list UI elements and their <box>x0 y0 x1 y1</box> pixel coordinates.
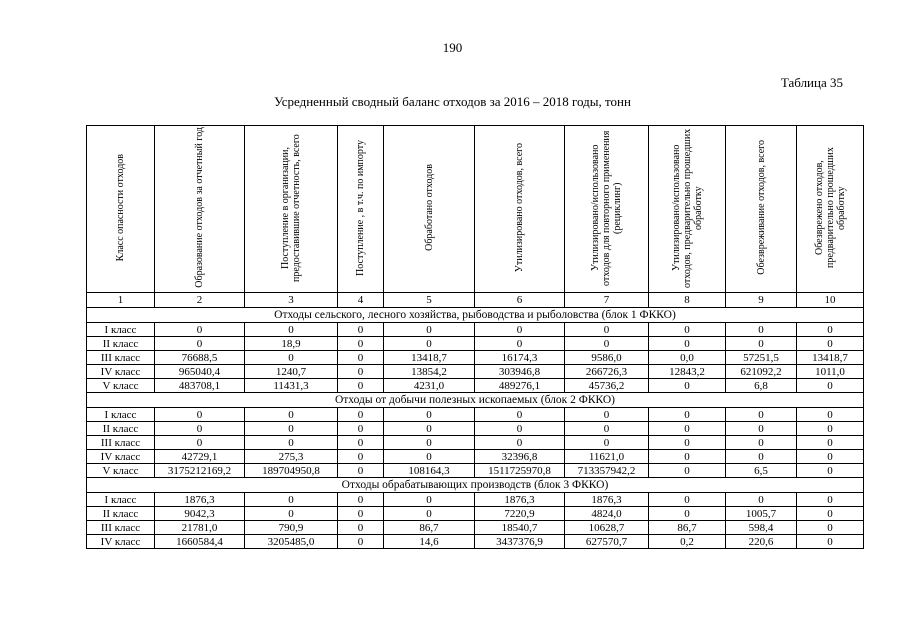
value-cell: 0 <box>384 507 475 521</box>
value-cell: 0 <box>797 436 864 450</box>
value-cell: 1511725970,8 <box>475 464 565 478</box>
table-row <box>87 535 864 549</box>
section-header-row <box>87 308 864 323</box>
value-cell: 0 <box>338 323 384 337</box>
hazard-class-cell: II класс <box>87 507 155 521</box>
column-header: Обезврежено отходов, предварительно прошедших обработку <box>797 126 864 293</box>
hazard-class-cell: III класс <box>87 351 155 365</box>
value-cell: 189704950,8 <box>245 464 338 478</box>
value-cell: 45736,2 <box>565 379 649 393</box>
value-cell: 0 <box>726 436 797 450</box>
value-cell: 0 <box>155 323 245 337</box>
value-cell: 0 <box>797 408 864 422</box>
hazard-class-cell: III класс <box>87 436 155 450</box>
value-cell: 21781,0 <box>155 521 245 535</box>
waste-balance-table <box>86 125 864 549</box>
value-cell: 7220,9 <box>475 507 565 521</box>
value-cell: 0 <box>797 337 864 351</box>
hazard-class-cell: IV класс <box>87 450 155 464</box>
value-cell: 0 <box>245 493 338 507</box>
value-cell: 0 <box>338 365 384 379</box>
column-number: 7 <box>565 293 649 308</box>
column-header: Поступление в организации, предоставившие отчетность, всего <box>245 126 338 293</box>
value-cell: 0 <box>384 450 475 464</box>
value-cell: 6,8 <box>726 379 797 393</box>
value-cell: 1876,3 <box>475 493 565 507</box>
value-cell: 13418,7 <box>384 351 475 365</box>
value-cell: 0 <box>726 493 797 507</box>
value-cell: 0 <box>475 436 565 450</box>
table-row <box>87 507 864 521</box>
table-row <box>87 464 864 478</box>
value-cell: 0 <box>245 323 338 337</box>
section-header-row <box>87 393 864 408</box>
value-cell: 0 <box>155 436 245 450</box>
value-cell: 0 <box>797 464 864 478</box>
value-cell: 0 <box>649 450 726 464</box>
column-number: 4 <box>338 293 384 308</box>
value-cell: 1240,7 <box>245 365 338 379</box>
value-cell: 0 <box>649 436 726 450</box>
value-cell: 1011,0 <box>797 365 864 379</box>
value-cell: 0 <box>384 422 475 436</box>
header-row <box>87 126 864 293</box>
column-header: Образование отходов за отчетный год <box>155 126 245 293</box>
value-cell: 0 <box>338 450 384 464</box>
table-row <box>87 408 864 422</box>
value-cell: 0 <box>384 323 475 337</box>
table-label: Таблица 35 <box>780 75 843 90</box>
value-cell: 0 <box>475 408 565 422</box>
value-cell: 0 <box>338 408 384 422</box>
value-cell: 0 <box>245 408 338 422</box>
value-cell: 965040,4 <box>155 365 245 379</box>
column-header: Обезвреживание отходов, всего <box>726 126 797 293</box>
value-cell: 6,5 <box>726 464 797 478</box>
table-row <box>87 422 864 436</box>
value-cell: 13854,2 <box>384 365 475 379</box>
value-cell: 0 <box>649 337 726 351</box>
hazard-class-cell: IV класс <box>87 535 155 549</box>
value-cell: 0 <box>726 323 797 337</box>
table-row <box>87 436 864 450</box>
value-cell: 0 <box>384 493 475 507</box>
value-cell: 0 <box>475 337 565 351</box>
column-header: Утилизировано/использовано отходов, предварительно прошедших обработку <box>649 126 726 293</box>
value-cell: 598,4 <box>726 521 797 535</box>
value-cell: 57251,5 <box>726 351 797 365</box>
value-cell: 1876,3 <box>155 493 245 507</box>
value-cell: 4824,0 <box>565 507 649 521</box>
value-cell: 489276,1 <box>475 379 565 393</box>
value-cell: 0 <box>245 422 338 436</box>
value-cell: 76688,5 <box>155 351 245 365</box>
value-cell: 303946,8 <box>475 365 565 379</box>
value-cell: 0 <box>384 337 475 351</box>
value-cell: 0 <box>338 422 384 436</box>
column-number: 1 <box>87 293 155 308</box>
table-row <box>87 337 864 351</box>
value-cell: 0 <box>649 464 726 478</box>
value-cell: 0 <box>726 408 797 422</box>
value-cell: 0 <box>726 450 797 464</box>
column-header: Утилизировано отходов, всего <box>475 126 565 293</box>
value-cell: 0 <box>384 408 475 422</box>
table-row <box>87 323 864 337</box>
value-cell: 483708,1 <box>155 379 245 393</box>
value-cell: 220,6 <box>726 535 797 549</box>
value-cell: 3175212169,2 <box>155 464 245 478</box>
value-cell: 0,2 <box>649 535 726 549</box>
value-cell: 4231,0 <box>384 379 475 393</box>
value-cell: 0 <box>338 507 384 521</box>
value-cell: 9586,0 <box>565 351 649 365</box>
value-cell: 0 <box>565 422 649 436</box>
value-cell: 0 <box>649 379 726 393</box>
value-cell: 42729,1 <box>155 450 245 464</box>
section-title: Отходы от добычи полезных ископаемых (блок 2 ФККО) <box>87 393 864 408</box>
value-cell: 13418,7 <box>797 351 864 365</box>
value-cell: 1876,3 <box>565 493 649 507</box>
hazard-class-cell: V класс <box>87 464 155 478</box>
value-cell: 1660584,4 <box>155 535 245 549</box>
value-cell: 108164,3 <box>384 464 475 478</box>
value-cell: 18540,7 <box>475 521 565 535</box>
column-number: 9 <box>726 293 797 308</box>
table-row <box>87 493 864 507</box>
value-cell: 0 <box>649 422 726 436</box>
value-cell: 0 <box>338 521 384 535</box>
value-cell: 0,0 <box>649 351 726 365</box>
section-title: Отходы сельского, лесного хозяйства, рыбоводства и рыболовства (блок 1 ФККО) <box>87 308 864 323</box>
value-cell: 0 <box>797 521 864 535</box>
value-cell: 86,7 <box>649 521 726 535</box>
value-cell: 0 <box>245 436 338 450</box>
value-cell: 0 <box>338 436 384 450</box>
column-header: Утилизировано/использовано отходов для повторного применения (рециклинг) <box>565 126 649 293</box>
column-header: Поступление , в т.ч. по импорту <box>338 126 384 293</box>
value-cell: 0 <box>338 464 384 478</box>
value-cell: 0 <box>797 422 864 436</box>
value-cell: 32396,8 <box>475 450 565 464</box>
value-cell: 0 <box>245 507 338 521</box>
value-cell: 627570,7 <box>565 535 649 549</box>
value-cell: 0 <box>475 422 565 436</box>
value-cell: 0 <box>797 323 864 337</box>
value-cell: 0 <box>155 408 245 422</box>
value-cell: 0 <box>565 408 649 422</box>
value-cell: 0 <box>797 493 864 507</box>
value-cell: 0 <box>338 351 384 365</box>
column-header: Обработано отходов <box>384 126 475 293</box>
value-cell: 3205485,0 <box>245 535 338 549</box>
section-header-row <box>87 478 864 493</box>
column-number: 5 <box>384 293 475 308</box>
table-row <box>87 379 864 393</box>
table-row <box>87 365 864 379</box>
page-number: 190 <box>442 40 463 55</box>
column-number: 6 <box>475 293 565 308</box>
value-cell: 0 <box>565 337 649 351</box>
value-cell: 713357942,2 <box>565 464 649 478</box>
value-cell: 12843,2 <box>649 365 726 379</box>
table-row <box>87 351 864 365</box>
value-cell: 0 <box>649 493 726 507</box>
value-cell: 0 <box>384 436 475 450</box>
value-cell: 0 <box>338 337 384 351</box>
column-number: 8 <box>649 293 726 308</box>
section-title: Отходы обрабатывающих производств (блок 3 ФККО) <box>87 478 864 493</box>
value-cell: 0 <box>338 379 384 393</box>
value-cell: 0 <box>338 493 384 507</box>
column-number: 2 <box>155 293 245 308</box>
value-cell: 0 <box>565 323 649 337</box>
column-header: Класс опасности отходов <box>87 126 155 293</box>
column-number: 3 <box>245 293 338 308</box>
hazard-class-cell: I класс <box>87 408 155 422</box>
value-cell: 3437376,9 <box>475 535 565 549</box>
table-title: Усредненный сводный баланс отходов за 2016 – 2018 годы, тонн <box>274 94 631 109</box>
value-cell: 0 <box>649 507 726 521</box>
value-cell: 0 <box>245 351 338 365</box>
hazard-class-cell: II класс <box>87 422 155 436</box>
value-cell: 1005,7 <box>726 507 797 521</box>
value-cell: 16174,3 <box>475 351 565 365</box>
table-row <box>87 450 864 464</box>
hazard-class-cell: II класс <box>87 337 155 351</box>
table-row <box>87 521 864 535</box>
column-number: 10 <box>797 293 864 308</box>
column-number-row <box>87 293 864 308</box>
value-cell: 0 <box>649 323 726 337</box>
hazard-class-cell: III класс <box>87 521 155 535</box>
table-body <box>87 308 864 549</box>
value-cell: 0 <box>475 323 565 337</box>
value-cell: 0 <box>565 436 649 450</box>
value-cell: 9042,3 <box>155 507 245 521</box>
value-cell: 790,9 <box>245 521 338 535</box>
hazard-class-cell: I класс <box>87 493 155 507</box>
hazard-class-cell: I класс <box>87 323 155 337</box>
value-cell: 266726,3 <box>565 365 649 379</box>
value-cell: 0 <box>155 337 245 351</box>
value-cell: 0 <box>338 535 384 549</box>
value-cell: 0 <box>797 379 864 393</box>
value-cell: 10628,7 <box>565 521 649 535</box>
value-cell: 86,7 <box>384 521 475 535</box>
value-cell: 0 <box>797 507 864 521</box>
value-cell: 0 <box>155 422 245 436</box>
value-cell: 18,9 <box>245 337 338 351</box>
value-cell: 11431,3 <box>245 379 338 393</box>
value-cell: 0 <box>797 535 864 549</box>
value-cell: 0 <box>797 450 864 464</box>
value-cell: 0 <box>726 337 797 351</box>
value-cell: 11621,0 <box>565 450 649 464</box>
value-cell: 621092,2 <box>726 365 797 379</box>
value-cell: 0 <box>649 408 726 422</box>
hazard-class-cell: IV класс <box>87 365 155 379</box>
value-cell: 275,3 <box>245 450 338 464</box>
value-cell: 14,6 <box>384 535 475 549</box>
value-cell: 0 <box>726 422 797 436</box>
hazard-class-cell: V класс <box>87 379 155 393</box>
